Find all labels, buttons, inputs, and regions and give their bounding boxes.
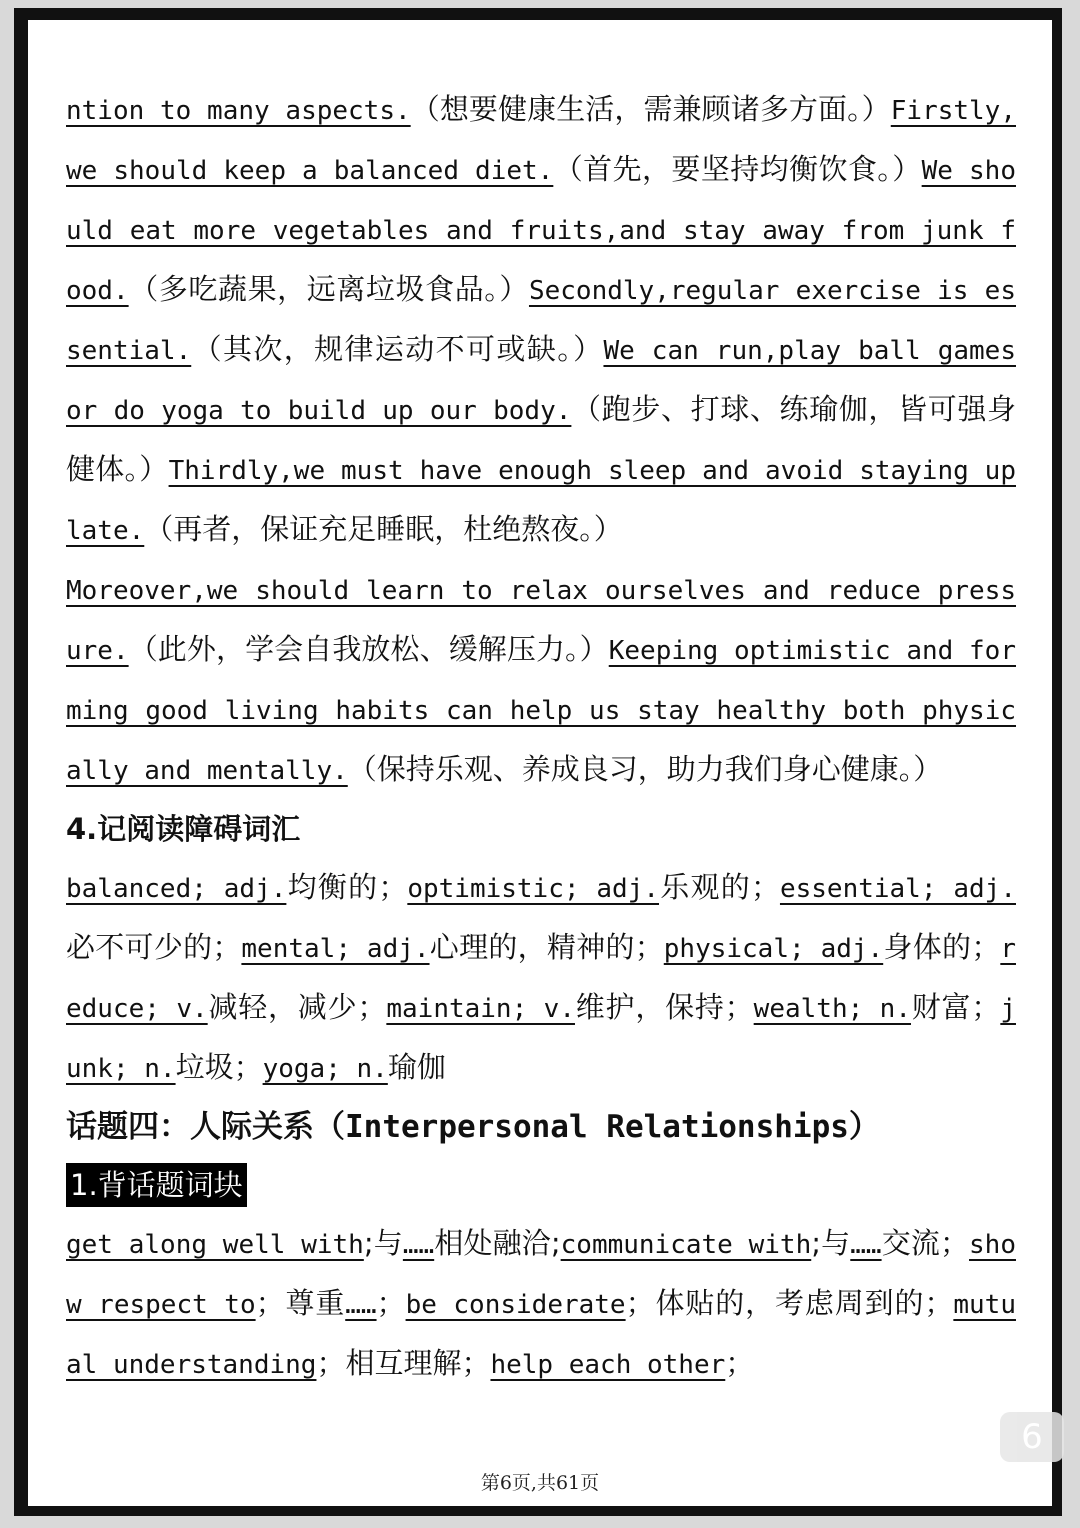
vocab-segment-chinese-5: 必不可少的； <box>66 930 242 964</box>
vocab-segment-chinese-19: 瑜伽 <box>387 1050 446 1084</box>
para2-segment-english-0: Moreover,we should learn to relax ourselves and reduce pressure. <box>66 576 1016 666</box>
chunk-segment-english-6: …… <box>850 1230 882 1260</box>
chunk-segment-english-4: communicate with <box>560 1230 812 1260</box>
vocab-list <box>66 858 1016 1098</box>
vocab-segment-english-16: junk; n. <box>66 994 1016 1084</box>
vocab-segment-chinese-15: 财富； <box>910 990 1001 1024</box>
para1-segment-english-10: Thirdly,we must have enough sleep and avoid staying up late. <box>66 456 1016 546</box>
vocab-segment-chinese-1: 均衡的； <box>286 870 408 904</box>
chunk-segment-chinese-17: ； <box>725 1346 755 1380</box>
chunk-segment-chinese-11: ； <box>376 1286 406 1320</box>
vocab-segment-chinese-7: 心理的，精神的； <box>429 930 664 964</box>
para1-segment-chinese-9: （跑步、打球、练瑜伽，皆可强身健体。） <box>66 392 1016 486</box>
topic-4-english: Interpersonal Relationships <box>345 1109 849 1145</box>
para1-segment-chinese-7: （其次，规律运动不可或缺。） <box>191 332 604 366</box>
para1-segment-english-2: Firstly,we should keep a balanced diet. <box>66 96 1016 186</box>
document-page <box>28 20 1052 1506</box>
topic-chunks <box>66 1214 1016 1394</box>
chunk-segment-english-14: mutual understanding <box>66 1290 1016 1380</box>
vocab-segment-chinese-17: 垃圾； <box>175 1050 263 1084</box>
vocab-segment-english-2: optimistic; adj. <box>407 874 660 904</box>
para1-segment-chinese-5: （多吃蔬果，远离垃圾食品。） <box>128 272 529 306</box>
page-footer: 第6页,共61页 <box>480 1472 600 1494</box>
chunk-segment-chinese-3: 相处融洽; <box>434 1226 561 1260</box>
para1-segment-english-0: ntion to many aspects. <box>66 96 411 126</box>
vocab-segment-chinese-13: 维护，保持； <box>574 990 754 1024</box>
para1-segment-chinese-1: （想要健康生活，需兼顾诸多方面。） <box>410 92 891 126</box>
para2-segment-chinese-1: （此外，学会自我放松、缓解压力。） <box>128 632 609 666</box>
chunk-segment-chinese-7: 交流； <box>881 1226 970 1260</box>
para1-segment-chinese-3: （首先，要坚持均衡饮食。） <box>553 152 922 186</box>
chunk-segment-chinese-1: ;与 <box>363 1226 403 1260</box>
vocab-segment-chinese-3: 乐观的； <box>659 870 780 904</box>
vocab-segment-english-0: balanced; adj. <box>66 874 287 904</box>
chunk-segment-chinese-5: ;与 <box>811 1226 851 1260</box>
topic-4-prefix: 话题四：人际关系（ <box>66 1109 345 1145</box>
para1-segment-english-4: We should eat more vegetables and fruits,and stay away from junk food. <box>66 156 1016 306</box>
vocab-segment-chinese-11: 减轻，减少； <box>207 990 387 1024</box>
vocab-segment-english-8: physical; adj. <box>663 934 884 964</box>
vocab-segment-english-14: wealth; n. <box>753 994 911 1024</box>
chunk-segment-english-0: get along well with <box>66 1230 364 1260</box>
chunk-segment-english-10: …… <box>345 1290 377 1320</box>
para1-segment-chinese-11: （再者，保证充足睡眠，杜绝熬夜。） <box>144 512 623 546</box>
chunk-segment-chinese-13: ；体贴的，考虑周到的； <box>625 1286 954 1320</box>
para1-segment-english-6: Secondly,regular exercise is essential. <box>66 276 1016 366</box>
section-4-heading: 4.记阅读障碍词汇 <box>66 812 301 846</box>
section-1-badge: 1.背话题词块 <box>66 1163 247 1207</box>
chunk-segment-english-12: be considerate <box>405 1290 626 1320</box>
chunk-segment-english-8: show respect to <box>66 1230 1016 1320</box>
vocab-segment-english-6: mental; adj. <box>241 934 430 964</box>
para2-segment-english-2: Keeping optimistic and forming good living habits can help us stay healthy both physically and mentally. <box>66 636 1016 786</box>
vocab-segment-english-10: reduce; v. <box>66 934 1016 1024</box>
chunk-segment-english-16: help each other <box>490 1350 726 1380</box>
para1-segment-english-8: We can run,play ball games or do yoga to build up our body. <box>66 336 1016 426</box>
document-content <box>66 80 1016 1394</box>
para2-segment-chinese-3: （保持乐观、养成良习，助力我们身心健康。） <box>347 752 943 786</box>
paragraph-health-2 <box>66 560 1016 800</box>
chunk-segment-chinese-9: ；尊重 <box>255 1286 346 1320</box>
topic-4-title <box>66 1098 1016 1156</box>
chunk-segment-chinese-15: ；相互理解； <box>316 1346 491 1380</box>
vocab-segment-english-18: yoga; n. <box>262 1054 388 1084</box>
chunk-segment-english-2: …… <box>402 1230 435 1260</box>
vocab-segment-english-4: essential; adj. <box>779 874 1016 904</box>
vocab-segment-english-12: maintain; v. <box>386 994 575 1024</box>
vocab-segment-chinese-9: 身体的； <box>883 930 1001 964</box>
page-number-badge[interactable]: 6 <box>1000 1412 1064 1462</box>
paragraph-health-1 <box>66 80 1016 560</box>
badge-row <box>66 1156 1016 1214</box>
topic-4-suffix: ） <box>848 1109 880 1145</box>
